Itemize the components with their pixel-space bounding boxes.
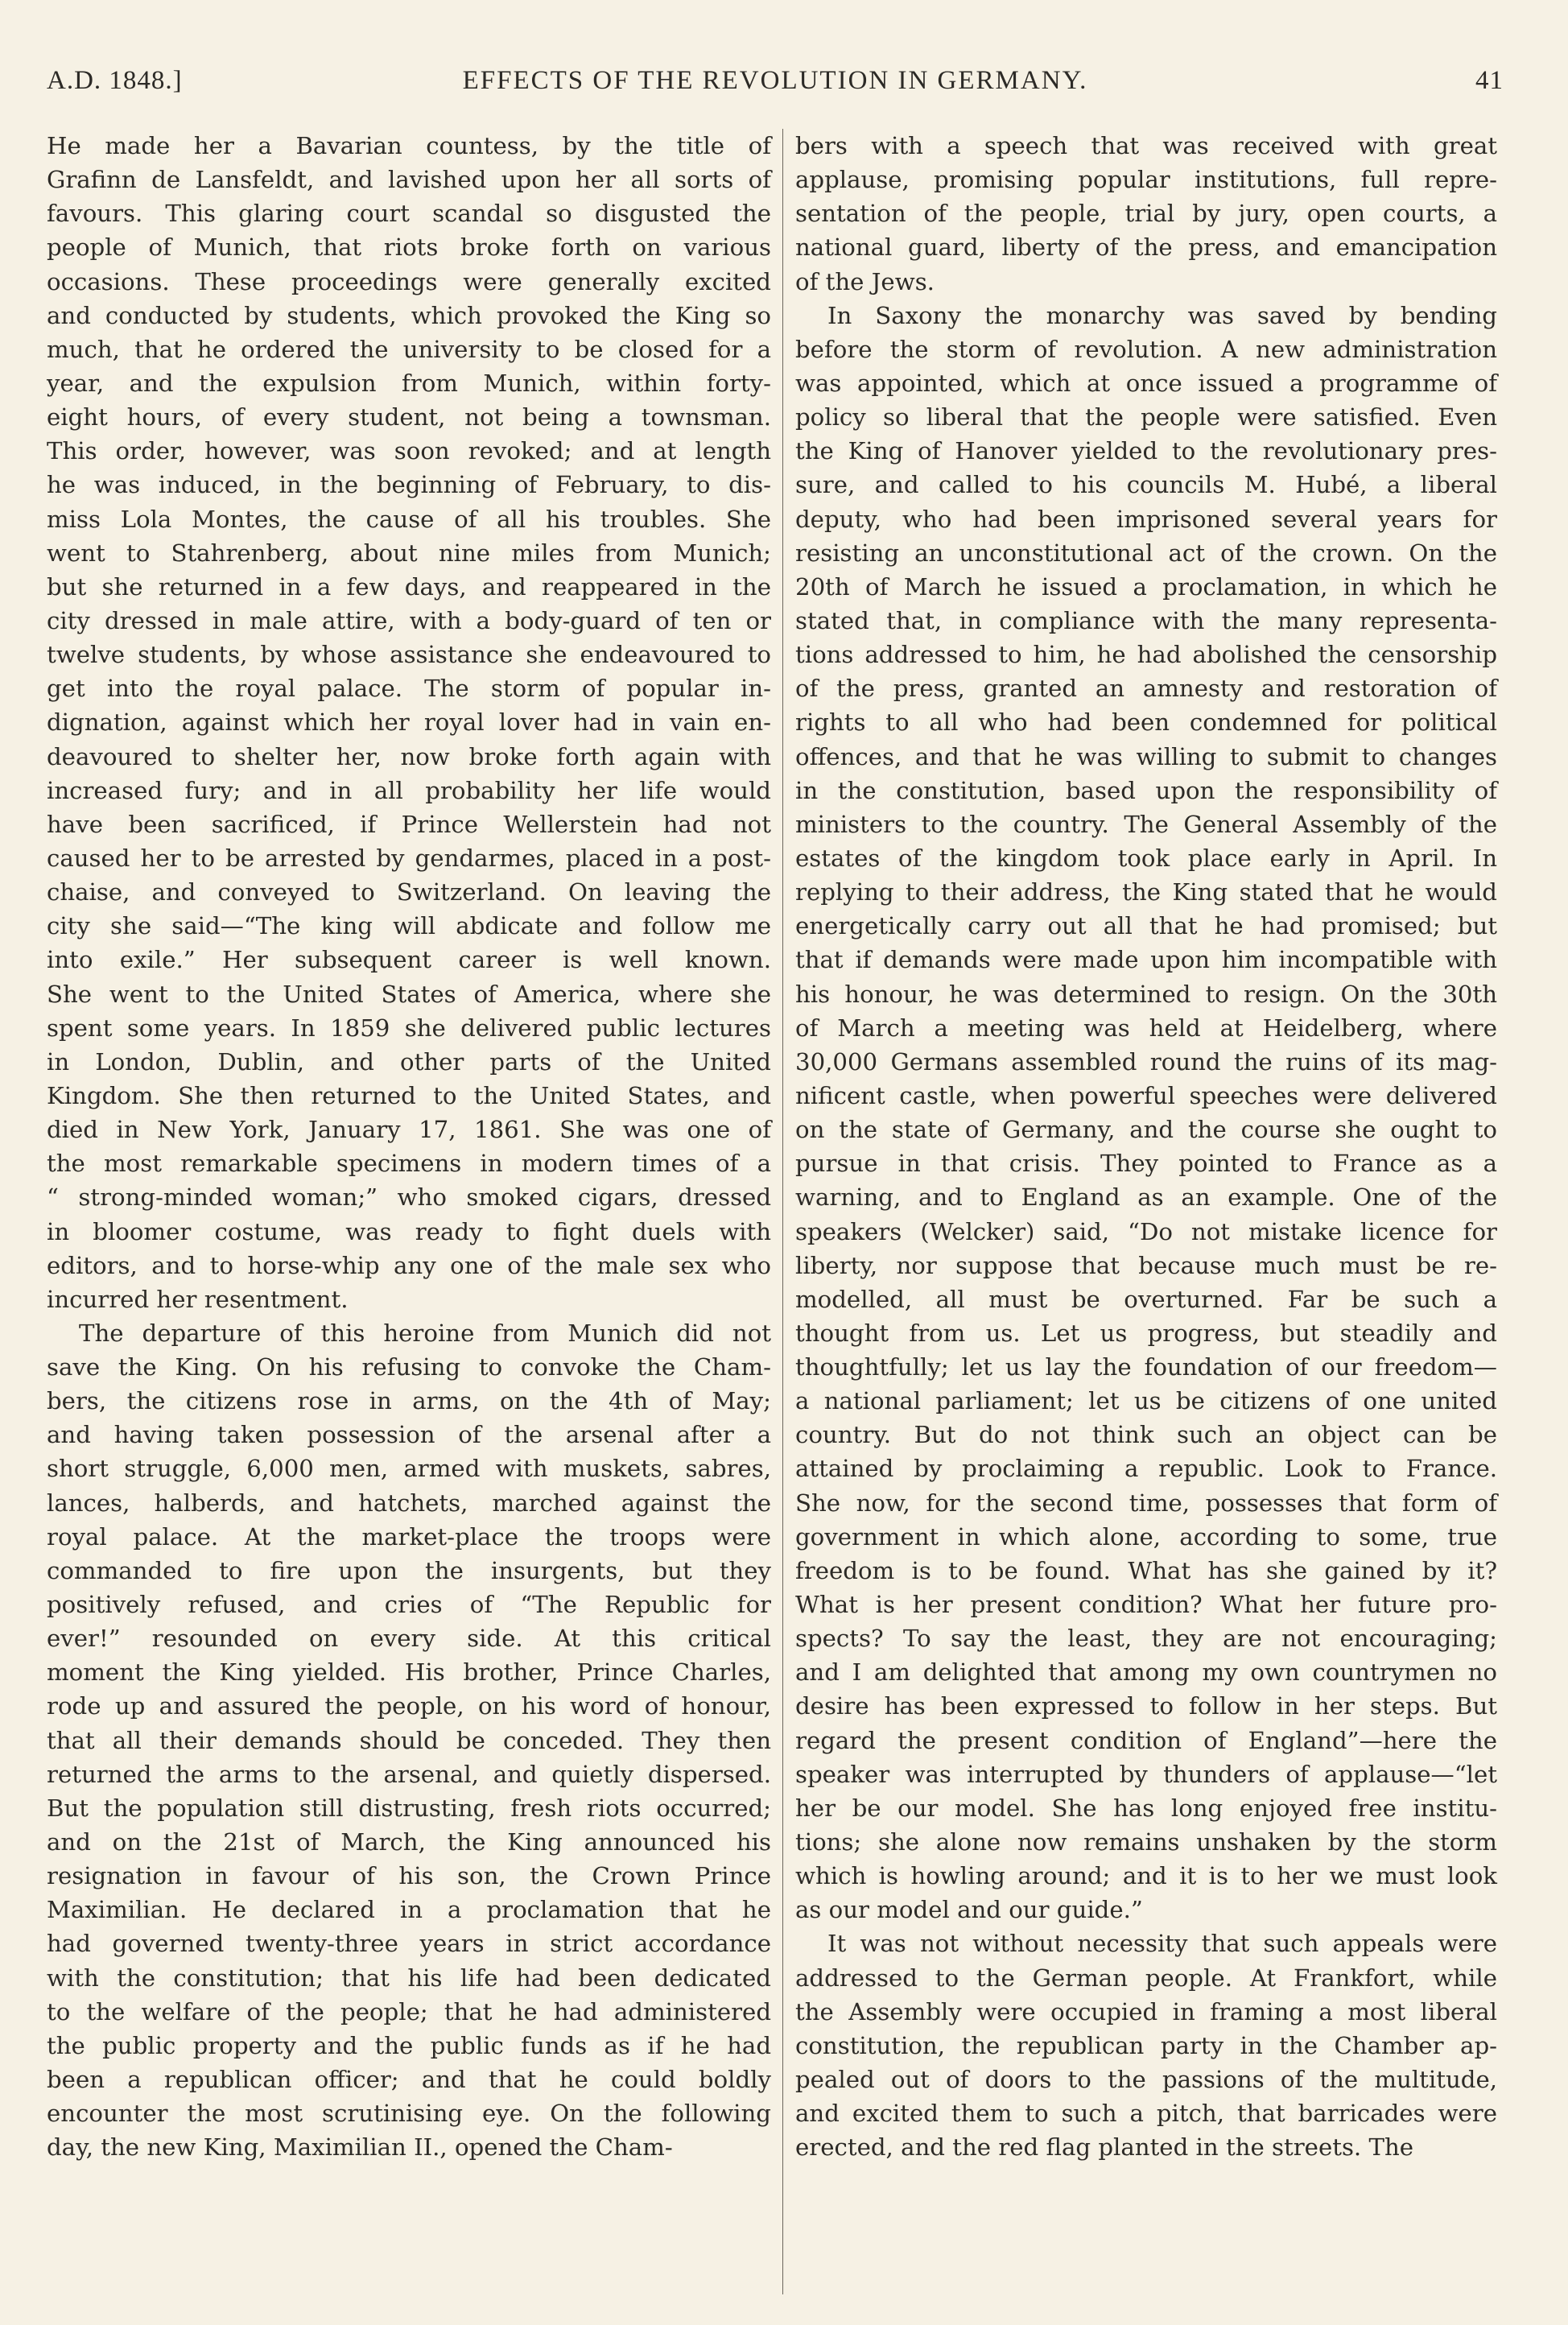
text-line: policy so liberal that the people were satisfied. Even	[795, 403, 1497, 432]
running-header	[47, 66, 1504, 101]
text-line: tions addressed to him, he had abolished the censorship	[795, 641, 1497, 669]
text-line: with the constitution; that his life had been dedicated	[47, 1964, 771, 1992]
text-line: eight hours, of every student, not being a townsman.	[47, 403, 771, 432]
text-line: regard the present condition of England”—here the	[795, 1726, 1497, 1754]
text-line: rode up and assured the people, on his word of honour,	[47, 1692, 771, 1720]
text-line: chaise, and conveyed to Switzerland. On leaving the	[47, 878, 771, 906]
text-line: government in which alone, according to some, true	[795, 1522, 1497, 1551]
text-line: Grafinn de Lansfeldt, and lavished upon her all sorts of	[47, 166, 771, 194]
text-line: day, the new King, Maximilian II., opened the Cham-	[47, 2133, 673, 2162]
text-line: pealed out of doors to the passions of the multitude,	[795, 2066, 1497, 2094]
text-line: The departure of this heroine from Munich did not	[79, 1319, 771, 1347]
text-line: country. But do not think such an object can be	[795, 1421, 1497, 1449]
text-line: have been sacrificed, if Prince Wellerstein had not	[47, 810, 771, 838]
text-line: He made her a Bavarian countess, by the title of	[47, 132, 771, 159]
text-line: city she said—“The king will abdicate and follow me	[47, 912, 771, 940]
text-line: incurred her resentment.	[47, 1285, 349, 1313]
text-line: warning, and to England as an example. One of the	[795, 1183, 1497, 1212]
text-line: the Assembly were occupied in framing a most liberal	[795, 1997, 1497, 2026]
text-line: and excited them to such a pitch, that barricades were	[795, 2100, 1497, 2128]
text-line: commanded to fire upon the insurgents, but they	[47, 1556, 771, 1584]
text-line: desire has been expressed to follow in her steps. But	[795, 1692, 1497, 1720]
header-title: EFFECTS OF THE REVOLUTION IN GERMANY.	[462, 66, 1088, 95]
right-column	[795, 129, 1497, 2164]
text-line: stated that, in compliance with the many representa-	[795, 606, 1497, 634]
header-date: A.D. 1848.]	[47, 66, 183, 95]
text-line: editors, and to horse-whip any one of the male sex who	[47, 1251, 771, 1279]
text-line: in London, Dublin, and other parts of the United	[47, 1047, 771, 1076]
text-line: on the state of Germany, and the course she ought to	[795, 1116, 1497, 1144]
text-line: of the press, granted an amnesty and restoration of	[795, 675, 1497, 703]
text-line: save the King. On his refusing to convoke the Cham-	[47, 1353, 771, 1381]
text-line: which is howling around; and it is to her we must look	[795, 1862, 1497, 1890]
text-line: freedom is to be found. What has she gained by it?	[795, 1556, 1497, 1584]
text-line: caused her to be arrested by gendarmes, placed in a post-	[47, 844, 771, 872]
text-line: get into the royal palace. The storm of popular in-	[47, 675, 771, 703]
text-line: deputy, who had been imprisoned several years for	[795, 505, 1497, 533]
text-line: and conducted by students, which provoked the King so	[47, 301, 771, 329]
text-line: thoughtfully; let us lay the foundation of our freedom—	[795, 1353, 1497, 1381]
text-line: went to Stahrenberg, about nine miles from Munich;	[47, 539, 771, 567]
text-line: bers, the citizens rose in arms, on the 4th of May;	[47, 1387, 771, 1415]
text-line: offences, and that he was willing to submit to changes	[795, 742, 1497, 770]
text-line: he was induced, in the beginning of February, to dis-	[47, 471, 771, 499]
text-line: moment the King yielded. His brother, Prince Charles,	[47, 1658, 771, 1687]
text-line: sure, and called to his councils M. Hubé, a liberal	[795, 471, 1497, 499]
text-line: It was not without necessity that such appeals were	[827, 1930, 1497, 1958]
text-line: spects? To say the least, they are not encouraging;	[795, 1625, 1497, 1653]
text-line: year, and the expulsion from Munich, within forty-	[47, 369, 771, 397]
text-line: national guard, liberty of the press, and emancipation	[795, 233, 1497, 262]
text-line: spent some years. In 1859 she delivered public lectures	[47, 1014, 771, 1042]
text-line: addressed to the German people. At Frankfort, while	[795, 1964, 1497, 1992]
text-line: erected, and the red flag planted in the streets. The	[795, 2133, 1414, 2162]
text-line: What is her present condition? What her future pro-	[795, 1591, 1497, 1619]
text-line: occasions. These proceedings were generally excited	[47, 267, 771, 295]
text-line: estates of the kingdom took place early in April. In	[795, 844, 1497, 872]
text-line: into exile.” Her subsequent career is well known.	[47, 946, 771, 974]
text-line: constitution, the republican party in the Chamber ap-	[795, 2031, 1497, 2059]
text-line: thought from us. Let us progress, but steadily and	[795, 1319, 1497, 1347]
text-line: liberty, nor suppose that because much must be re-	[795, 1251, 1497, 1279]
text-line: and I am delighted that among my own countrymen no	[795, 1658, 1497, 1687]
text-line: had governed twenty-three years in strict accordance	[47, 1930, 771, 1958]
text-line: short struggle, 6,000 men, armed with muskets, sabres,	[47, 1455, 771, 1483]
text-line: in bloomer costume, was ready to fight duels with	[47, 1217, 771, 1245]
text-line: the King of Hanover yielded to the revolutionary pres-	[795, 437, 1497, 465]
text-line: of the Jews.	[795, 267, 935, 295]
text-line: that all their demands should be conceded. They then	[47, 1726, 771, 1754]
text-line: tions; she alone now remains unshaken by the storm	[795, 1828, 1497, 1856]
text-line: before the storm of revolution. A new administration	[795, 335, 1497, 363]
text-line: as our model and our guide.”	[795, 1896, 1143, 1924]
text-line: attained by proclaiming a republic. Look to France.	[795, 1455, 1497, 1483]
text-line: In Saxony the monarchy was saved by bending	[827, 301, 1497, 329]
text-line: resignation in favour of his son, the Crown Prince	[47, 1862, 771, 1890]
text-line: modelled, all must be overturned. Far be such a	[795, 1285, 1497, 1313]
text-line: the most remarkable specimens in modern times of a	[47, 1150, 771, 1178]
text-line: 20th of March he issued a proclamation, in which he	[795, 572, 1497, 601]
text-line: that if demands were made upon him incompatible with	[795, 946, 1497, 974]
text-line: bers with a speech that was received with great	[795, 132, 1497, 159]
text-line: speaker was interrupted by thunders of applause—“let	[795, 1760, 1497, 1788]
text-line: ever!” resounded on every side. At this critical	[47, 1625, 771, 1653]
text-line: royal palace. At the market-place the troops were	[47, 1522, 771, 1551]
text-line: sentation of the people, trial by jury, open courts, a	[795, 200, 1497, 228]
text-line: replying to their address, the King stated that he would	[795, 878, 1497, 906]
text-line: favours. This glaring court scandal so disgusted the	[47, 200, 771, 228]
text-line: Maximilian. He declared in a proclamation that he	[47, 1896, 771, 1924]
text-line: but she returned in a few days, and reappeared in the	[47, 572, 771, 601]
text-line: speakers (Welcker) said, “Do not mistake licence for	[795, 1217, 1497, 1245]
text-line: been a republican officer; and that he could boldly	[47, 2066, 771, 2094]
text-line: resisting an unconstitutional act of the crown. On the	[795, 539, 1497, 567]
text-line: of March a meeting was held at Heidelberg, where	[795, 1014, 1497, 1042]
page-number: 41	[1475, 66, 1504, 95]
text-line: deavoured to shelter her, now broke forth again with	[47, 742, 771, 770]
text-line: to the welfare of the people; that he had administered	[47, 1997, 771, 2026]
text-line: encounter the most scrutinising eye. On the following	[47, 2100, 771, 2128]
text-line: lances, halberds, and hatchets, marched against the	[47, 1489, 771, 1517]
text-line: people of Munich, that riots broke forth on various	[47, 233, 771, 262]
text-line: his honour, he was determined to resign. On the 30th	[795, 980, 1497, 1008]
text-line: She went to the United States of America, where she	[47, 980, 771, 1008]
column-divider	[782, 129, 783, 2294]
text-line: rights to all who had been condemned for political	[795, 708, 1497, 737]
text-line: This order, however, was soon revoked; and at length	[47, 437, 771, 465]
text-line: 30,000 Germans assembled round the ruins of its mag-	[795, 1047, 1497, 1076]
text-line: her be our model. She has long enjoyed free institu-	[795, 1794, 1497, 1822]
text-line: nificent castle, when powerful speeches were delivered	[795, 1081, 1497, 1109]
text-line: and having taken possession of the arsenal after a	[47, 1421, 771, 1449]
text-line: and on the 21st of March, the King announced his	[47, 1828, 771, 1856]
text-line: energetically carry out all that he had promised; but	[795, 912, 1497, 940]
text-line: “ strong-minded woman;” who smoked cigars, dressed	[47, 1183, 771, 1212]
left-column	[47, 129, 771, 2164]
text-line: in the constitution, based upon the responsibility of	[795, 776, 1497, 804]
text-line: increased fury; and in all probability her life would	[47, 776, 771, 804]
text-line: much, that he ordered the university to be closed for a	[47, 335, 771, 363]
text-line: dignation, against which her royal lover had in vain en-	[47, 708, 771, 737]
text-line: the public property and the public funds as if he had	[47, 2031, 771, 2059]
text-line: died in New York, January 17, 1861. She was one of	[47, 1116, 771, 1144]
text-line: was appointed, which at once issued a programme of	[795, 369, 1497, 397]
text-line: miss Lola Montes, the cause of all his troubles. She	[47, 505, 771, 533]
text-line: But the population still distrusting, fresh riots occurred;	[47, 1794, 771, 1822]
text-line: city dressed in male attire, with a body-guard of ten or	[47, 606, 771, 634]
text-line: She now, for the second time, possesses that form of	[795, 1489, 1497, 1517]
text-line: a national parliament; let us be citizens of one united	[795, 1387, 1497, 1415]
text-line: Kingdom. She then returned to the United States, and	[47, 1081, 771, 1109]
text-line: applause, promising popular institutions, full repre-	[795, 166, 1497, 194]
text-line: twelve students, by whose assistance she endeavoured to	[47, 641, 771, 669]
text-line: pursue in that crisis. They pointed to France as a	[795, 1150, 1497, 1178]
text-line: ministers to the country. The General Assembly of the	[795, 810, 1497, 838]
text-line: returned the arms to the arsenal, and quietly dispersed.	[47, 1760, 771, 1788]
text-line: positively refused, and cries of “The Republic for	[47, 1591, 771, 1619]
